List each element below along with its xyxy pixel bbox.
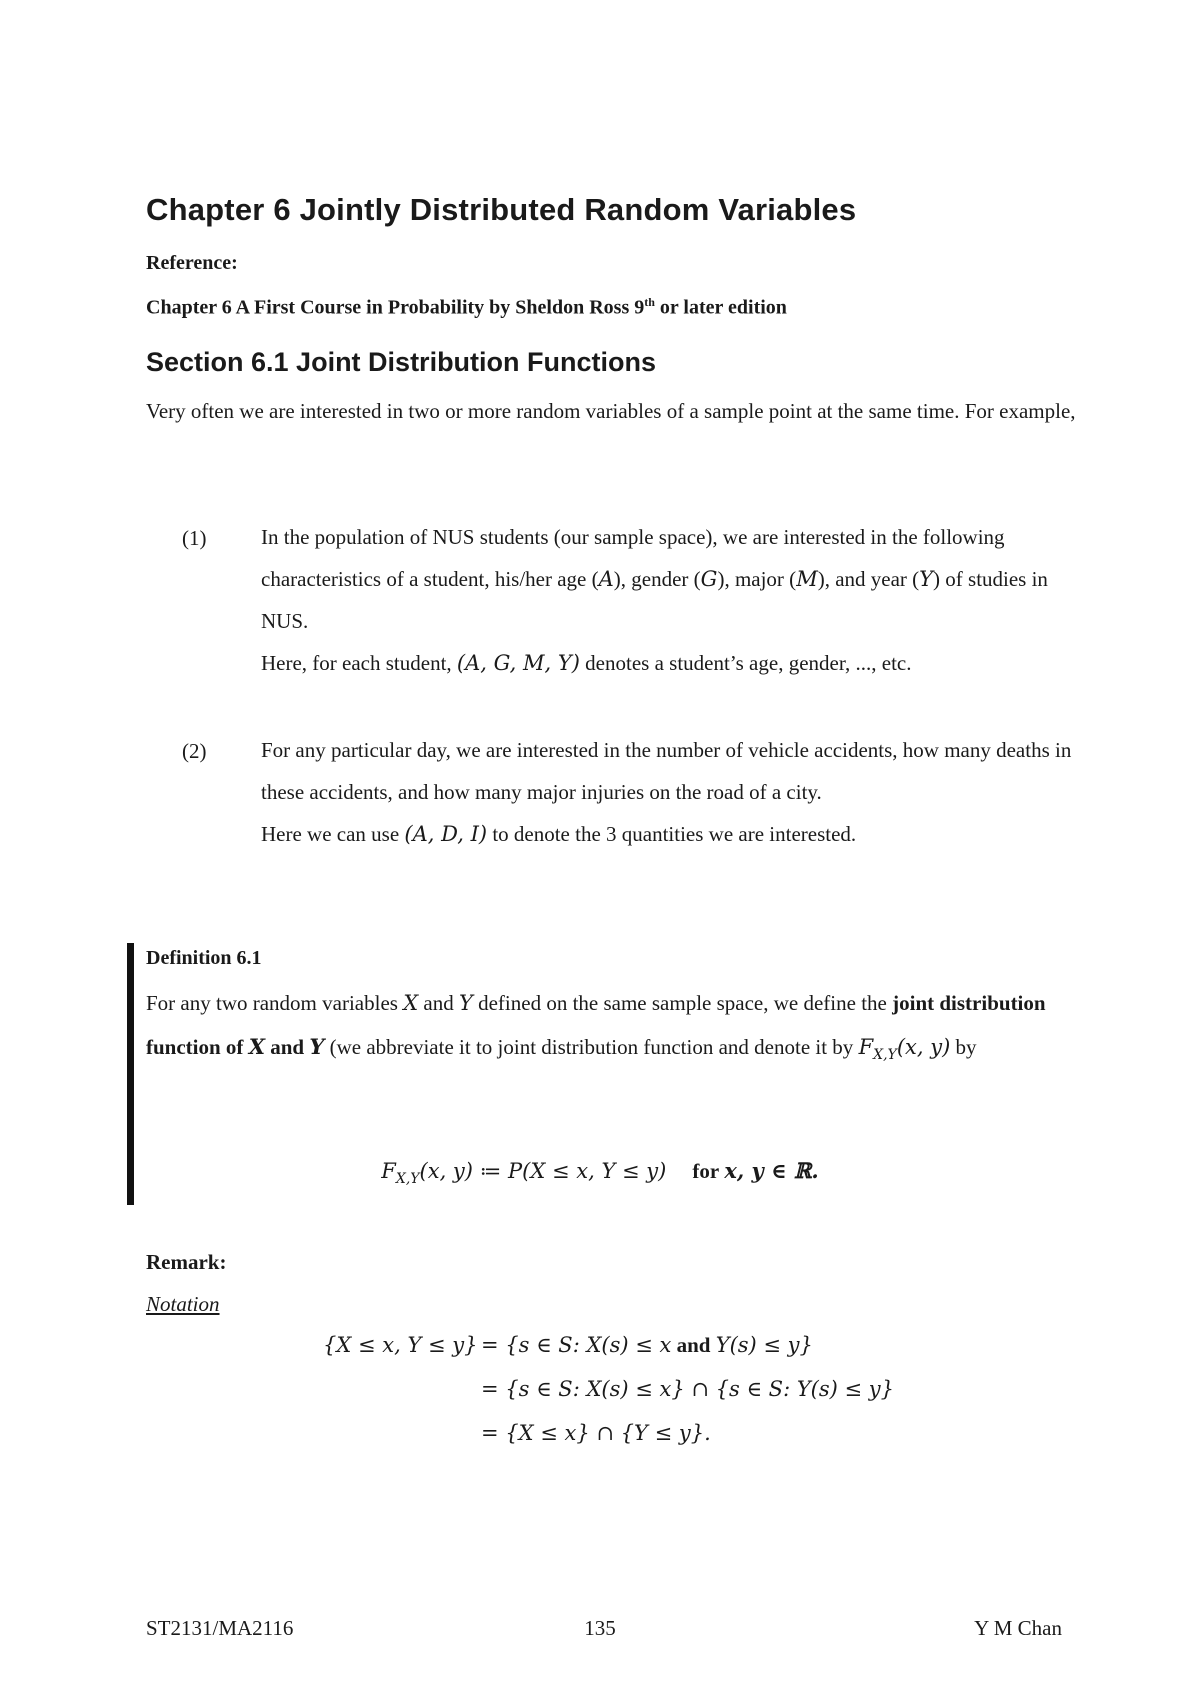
item-1-text: In the population of NUS students (our sample space), we are interested in the following characteristics of a student, his/her age (A), gender (G), major (M), and year (Y) of studies in NUS. Here, for each student, (A, G, M, Y) denotes a student’s age, gender, ..., etc.: [261, 525, 1048, 675]
definition-title: Definition 6.1: [146, 947, 262, 969]
item-2-text: For any particular day, we are interested in the number of vehicle accidents, how many deaths in these accidents, and how many major injuries on the road of a city. Here we can use (A, D, I) to denote the 3 quantities we are interested.: [261, 738, 1072, 846]
equation-line-1: = {s ∈ S: X(s) ≤ x and Y(s) ≤ y}: [481, 1333, 813, 1357]
page-number: 135: [584, 1616, 616, 1640]
equation-line-2: = {s ∈ S: X(s) ≤ x} ∩ {s ∈ S: Y(s) ≤ y}: [481, 1377, 895, 1401]
item-2-number: (2): [182, 739, 207, 763]
intro-paragraph: Very often we are interested in two or more random variables of a sample point at the same time. For example,: [146, 399, 1076, 423]
chapter-title: Chapter 6 Jointly Distributed Random Variables: [146, 192, 857, 227]
joint-distribution-formula: $F_{X,Y}(x$, y) ≔ P(X ≤ x, Y ≤ y) for x, y ∈ ℝ.: [381, 1158, 819, 1188]
reference-text: Chapter 6 A First Course in Probability by Sheldon Ross 9th or later edition: [146, 295, 787, 319]
reference-label: Reference:: [146, 252, 238, 274]
definition-body: For any two random variables X and Y defined on the same sample space, we define the joint distribution function of X and Y (we abbreviate it to joint distribution function and denote it by $F_{X,Y}(x$, y) by: [146, 991, 1046, 1064]
section-title: Section 6.1 Joint Distribution Functions: [146, 347, 657, 377]
remark-label: Remark:: [146, 1250, 227, 1274]
equation-line-3: = {X ≤ x} ∩ {Y ≤ y}.: [481, 1421, 711, 1445]
footer-course-code: ST2131/MA2116: [146, 1616, 294, 1640]
item-1-number: (1): [182, 526, 207, 550]
notation-label: Notation: [146, 1292, 220, 1316]
equation-lhs: {X ≤ x, Y ≤ y}: [323, 1333, 478, 1357]
footer-author: Y M Chan: [974, 1616, 1062, 1640]
